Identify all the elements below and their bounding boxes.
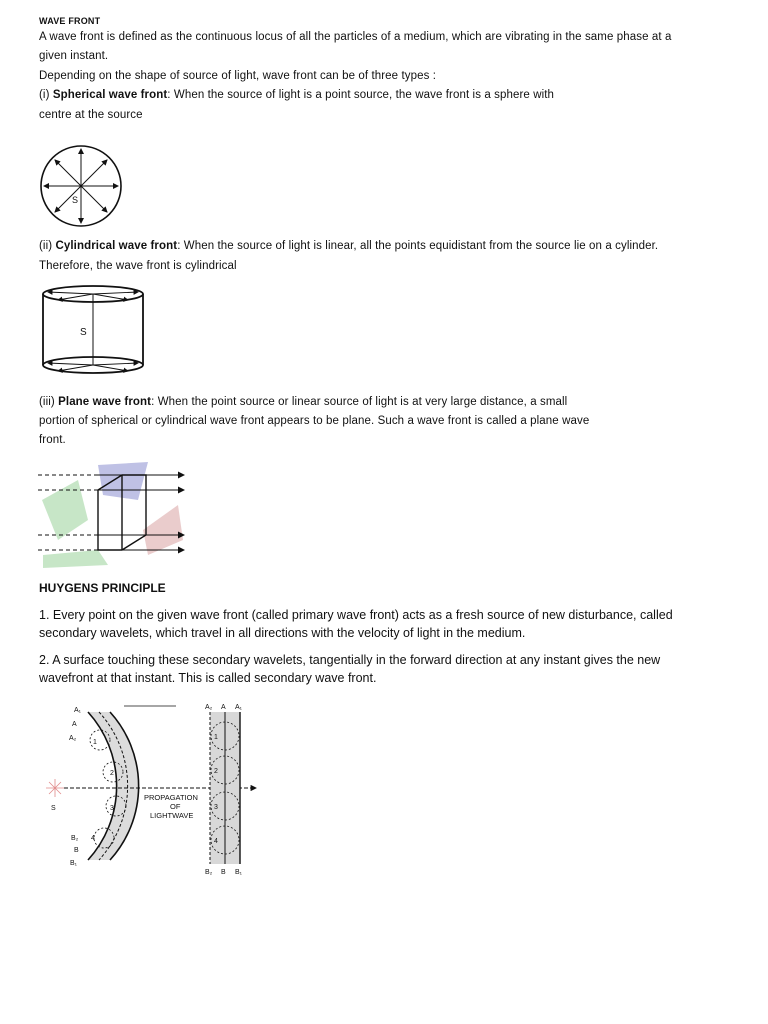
propagation-line-2: OF [170,802,181,811]
cylindrical-source-label: S [80,327,87,338]
cylindrical-text: : When the source of light is linear, all the points equidistant from the source lie on a cylinder. [177,240,659,252]
label-b-right: B [221,869,226,876]
spherical-source-label: S [72,195,79,205]
huygens-wavelet-diagram [38,700,268,880]
definition-line-2: given instant. [39,50,109,62]
label-a2-right: A₂ [205,704,213,711]
source-star [46,779,64,797]
spherical-line-2: centre at the source [39,109,143,121]
definition-line-1: A wave front is defined as the continuous locus of all the particles of a medium, which are vibrating in the same phase at a [39,31,672,43]
curve-number-2: 2 [110,770,114,777]
plane-line-3: front. [39,434,66,446]
watermark [42,462,183,568]
plane-number-1: 1 [214,734,218,741]
curve-number-4: 4 [91,835,95,842]
cylindrical-wavefront-diagram [40,283,148,378]
wave-front-heading: WAVE FRONT [39,16,101,26]
plane-number-4: 4 [214,838,218,845]
label-a1-right: A₁ [235,704,243,711]
plane-number-3: 3 [214,804,218,811]
propagation-line-1: PROPAGATION [144,793,198,802]
spherical-line-1 [39,86,554,105]
label-b2-right: B₂ [205,869,213,876]
plane-wavefront-diagram [38,460,188,570]
propagation-line-3: LIGHTWAVE [150,811,194,820]
curve-number-1: 1 [93,739,97,746]
label-b2-left: B₂ [71,835,79,842]
label-a-right: A [221,704,226,711]
huygens-point-2-line-2: wavefront at that instant. This is called secondary wave front. [39,671,377,685]
label-a1-left: A₁ [74,707,82,714]
label-b-left: B [74,847,79,854]
huygens-point-2-line-1: 2. A surface touching these secondary wavelets, tangentially in the forward direction at any instant gives the new [39,653,661,667]
curve-number-3: 3 [110,805,114,812]
spherical-wavefront-diagram [38,143,126,229]
source-label: S [51,805,56,812]
spherical-prefix: (i) [39,89,53,101]
types-intro: Depending on the shape of source of light, wave front can be of three types : [39,70,437,82]
plane-prefix: (iii) [39,396,59,408]
cylindrical-line-2: Therefore, the wave front is cylindrical [39,260,237,272]
plane-text: : When the point source or linear source of light is at very large distance, a small [151,396,568,408]
cylindrical-title: Cylindrical wave front [55,240,178,252]
huygens-point-1-line-2: secondary wavelets, which travel in all directions with the velocity of light in the medium. [39,626,526,640]
huygens-point-1-line-1: 1. Every point on the given wave front (called primary wave front) acts as a fresh source of new disturbance, called [39,608,673,622]
huygens-heading: HUYGENS PRINCIPLE [39,581,166,595]
label-b1-right: B₁ [235,869,243,876]
label-b1-left: B₁ [70,860,78,867]
cylindrical-prefix: (ii) [39,240,56,252]
plane-number-2: 2 [214,768,218,775]
plane-title: Plane wave front [58,396,152,408]
cylindrical-line-1 [39,237,658,256]
plane-line-1 [39,393,567,412]
spherical-title: Spherical wave front [52,89,168,101]
spherical-text: : When the source of light is a point source, the wave front is a sphere with [167,89,555,101]
plane-line-2: portion of spherical or cylindrical wave front appears to be plane. Such a wave front is called a plane wave [39,415,590,427]
label-a-left: A [72,721,77,728]
label-a2-left: A₂ [69,735,77,742]
